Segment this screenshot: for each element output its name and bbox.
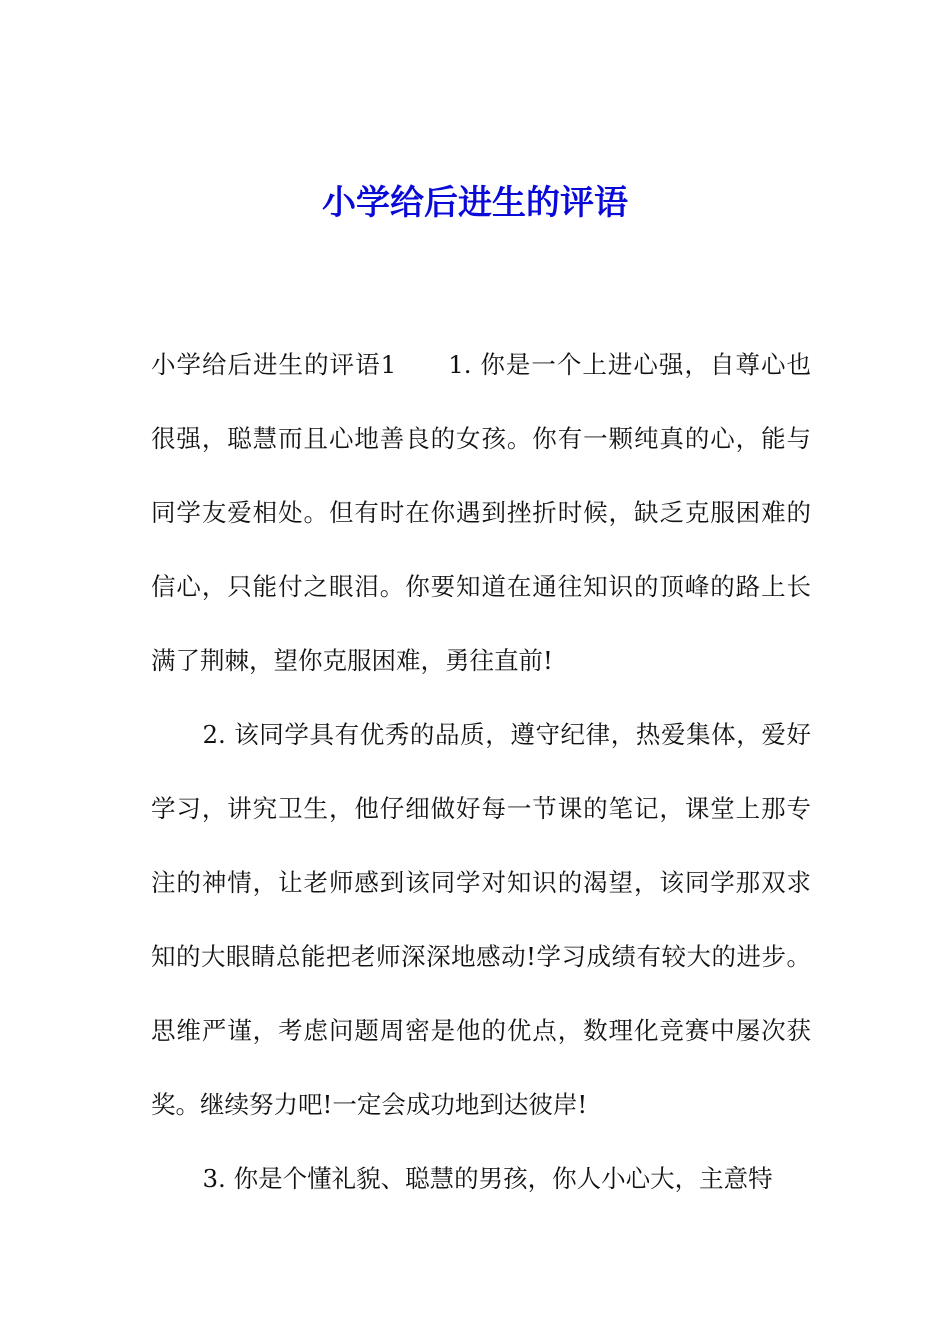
paragraph-1-text: 1. 你是一个上进心强，自尊心也很强，聪慧而且心地善良的女孩。你有一颗纯真的心，能与同学友爱相处。但有时在你遇到挫折时候，缺乏克服困难的信心，只能付之眼泪。你要知道在通往知识的顶峰的路上长满了荆棘，望你克服困难，勇往直前!	[151, 350, 811, 675]
document-title: 小学给后进生的评语	[322, 183, 628, 223]
section-heading: 小学给后进生的评语1	[151, 350, 397, 379]
document-body	[151, 328, 811, 1216]
paragraph-1	[151, 328, 811, 698]
paragraph-3: 3. 你是个懂礼貌、聪慧的男孩，你人小心大，主意特	[202, 1164, 773, 1193]
paragraph-2: 2. 该同学具有优秀的品质，遵守纪律，热爱集体，爱好学习，讲究卫生，他仔细做好每一节课的笔记，课堂上那专注的神情，让老师感到该同学对知识的渴望，该同学那双求知的大眼睛总能把老师深深地感动!学习成绩有较大的进步。思维严谨，考虑问题周密是他的优点，数理化竞赛中屡次获奖。继续努力吧!一定会成功地到达彼岸!	[151, 720, 811, 1119]
